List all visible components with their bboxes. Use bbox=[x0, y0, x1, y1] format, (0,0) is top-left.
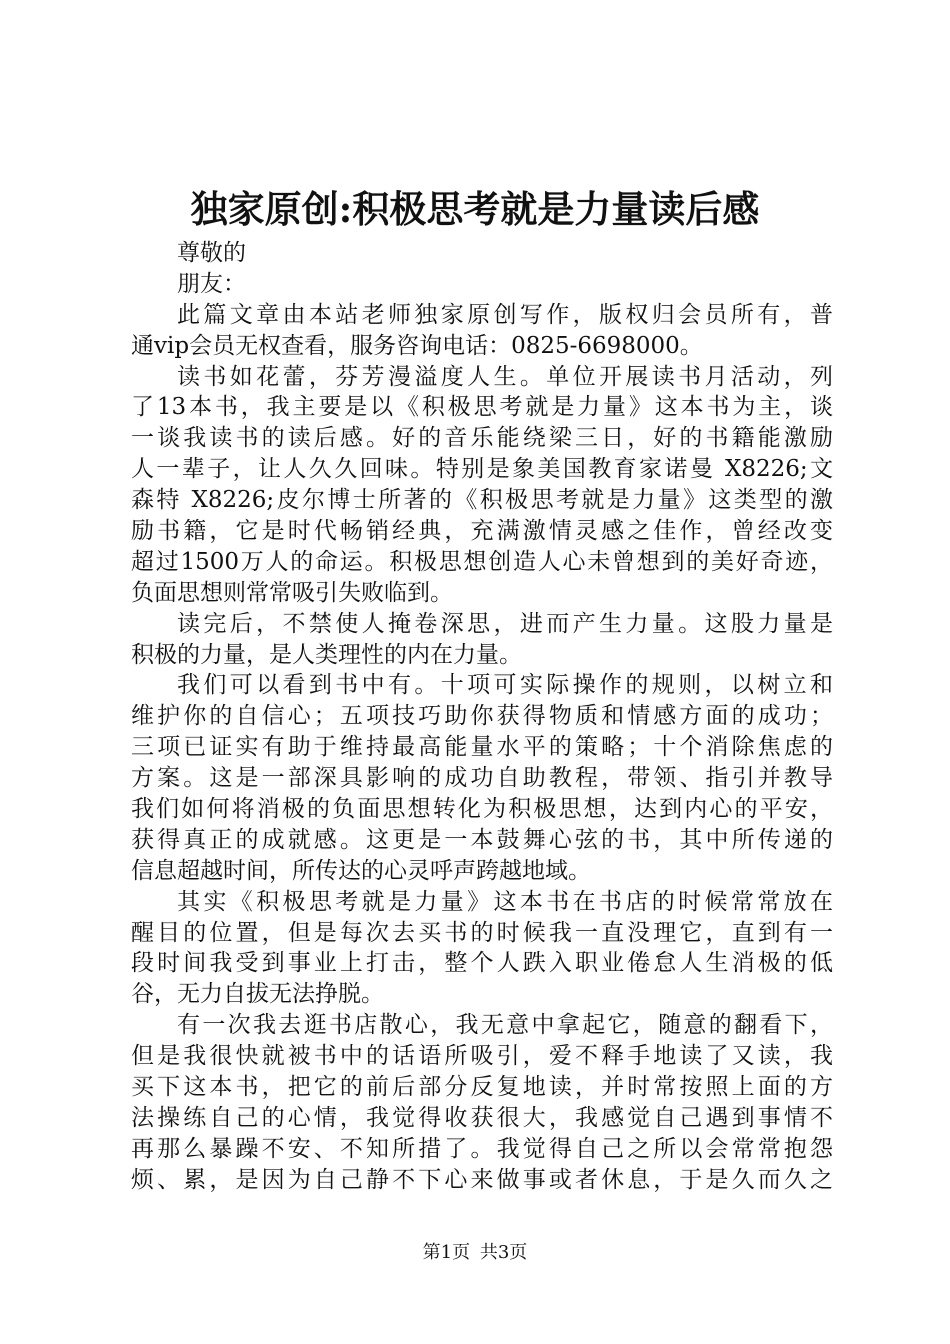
body-line: 醒目的位置，但是每次去买书的时候我一直没理它，直到有一 bbox=[131, 919, 833, 946]
body-line: 一谈我读书的读后感。好的音乐能绕梁三日，好的书籍能激励 bbox=[131, 425, 833, 452]
body-line: 其实《积极思考就是力量》这本书在书店的时候常常放在 bbox=[177, 888, 833, 915]
body-line: 此篇文章由本站老师独家原创写作，版权归会员所有，普 bbox=[177, 301, 833, 328]
body-line: 读完后，不禁使人掩卷深思，进而产生力量。这股力量是 bbox=[177, 610, 833, 637]
page-number: 第1页 bbox=[422, 1242, 471, 1263]
body-line: 但是我很快就被书中的话语所吸引，爱不释手地读了又读，我 bbox=[131, 1043, 833, 1070]
body-line: 三项已证实有助于维持最高能量水平的策略；十个消除焦虑的 bbox=[131, 734, 833, 761]
body-line: 了13本书，我主要是以《积极思考就是力量》这本书为主，谈 bbox=[131, 394, 833, 421]
body-line: 有一次我去逛书店散心，我无意中拿起它，随意的翻看下， bbox=[177, 1012, 833, 1039]
body-line: 烦、累，是因为自己静不下心来做事或者休息，于是久而久之 bbox=[131, 1166, 833, 1193]
body-line: 我们可以看到书中有。十项可实际操作的规则，以树立和 bbox=[177, 672, 833, 699]
body-line: 积极的力量，是人类理性的内在力量。 bbox=[131, 641, 522, 668]
body-line: 尊敬的 bbox=[177, 240, 246, 266]
body-line: 再那么暴躁不安、不知所措了。我觉得自己之所以会常常抱怨 bbox=[131, 1135, 833, 1162]
document-title: 独家原创:积极思考就是力量读后感 bbox=[190, 187, 760, 231]
body-line: 谷，无力自拔无法挣脱。 bbox=[131, 981, 384, 1008]
body-line: 人一辈子，让人久久回味。特别是象美国教育家诺曼 X8226;文 bbox=[131, 456, 833, 483]
body-line: 获得真正的成就感。这更是一本鼓舞心弦的书，其中所传递的 bbox=[131, 826, 833, 853]
body-line: 超过1500万人的命运。积极思想创造人心未曾想到的美好奇迹， bbox=[131, 548, 833, 575]
body-line: 我们如何将消极的负面思想转化为积极思想，达到内心的平安， bbox=[131, 796, 833, 823]
body-line: 负面思想则常常吸引失败临到。 bbox=[131, 579, 453, 606]
page-total: 共3页 bbox=[479, 1242, 528, 1263]
document-body bbox=[131, 238, 833, 1196]
body-line: 法操练自己的心情，我觉得收获很大，我感觉自己遇到事情不 bbox=[131, 1104, 833, 1131]
body-line: 读书如花蕾，芬芳漫溢度人生。单位开展读书月活动，列 bbox=[177, 363, 833, 390]
page-footer bbox=[0, 1241, 950, 1265]
body-line: 森特 X8226;皮尔博士所著的《积极思考就是力量》这类型的激 bbox=[131, 487, 833, 514]
body-line: 励书籍，它是时代畅销经典，充满激情灵感之佳作，曾经改变 bbox=[131, 518, 833, 545]
body-line: 维护你的自信心；五项技巧助你获得物质和情感方面的成功； bbox=[131, 703, 833, 730]
body-line: 信息超越时间，所传达的心灵呼声跨越地域。 bbox=[131, 857, 591, 884]
body-line: 买下这本书，把它的前后部分反复地读，并时常按照上面的方 bbox=[131, 1074, 833, 1101]
body-line: 段时间我受到事业上打击，整个人跌入职业倦怠人生消极的低 bbox=[131, 950, 833, 977]
body-line: 方案。这是一部深具影响的成功自助教程，带领、指引并教导 bbox=[131, 765, 833, 792]
body-line: 朋友： bbox=[177, 270, 246, 297]
body-line: 通vip会员无权查看，服务咨询电话：0825-6698000。 bbox=[131, 332, 703, 359]
